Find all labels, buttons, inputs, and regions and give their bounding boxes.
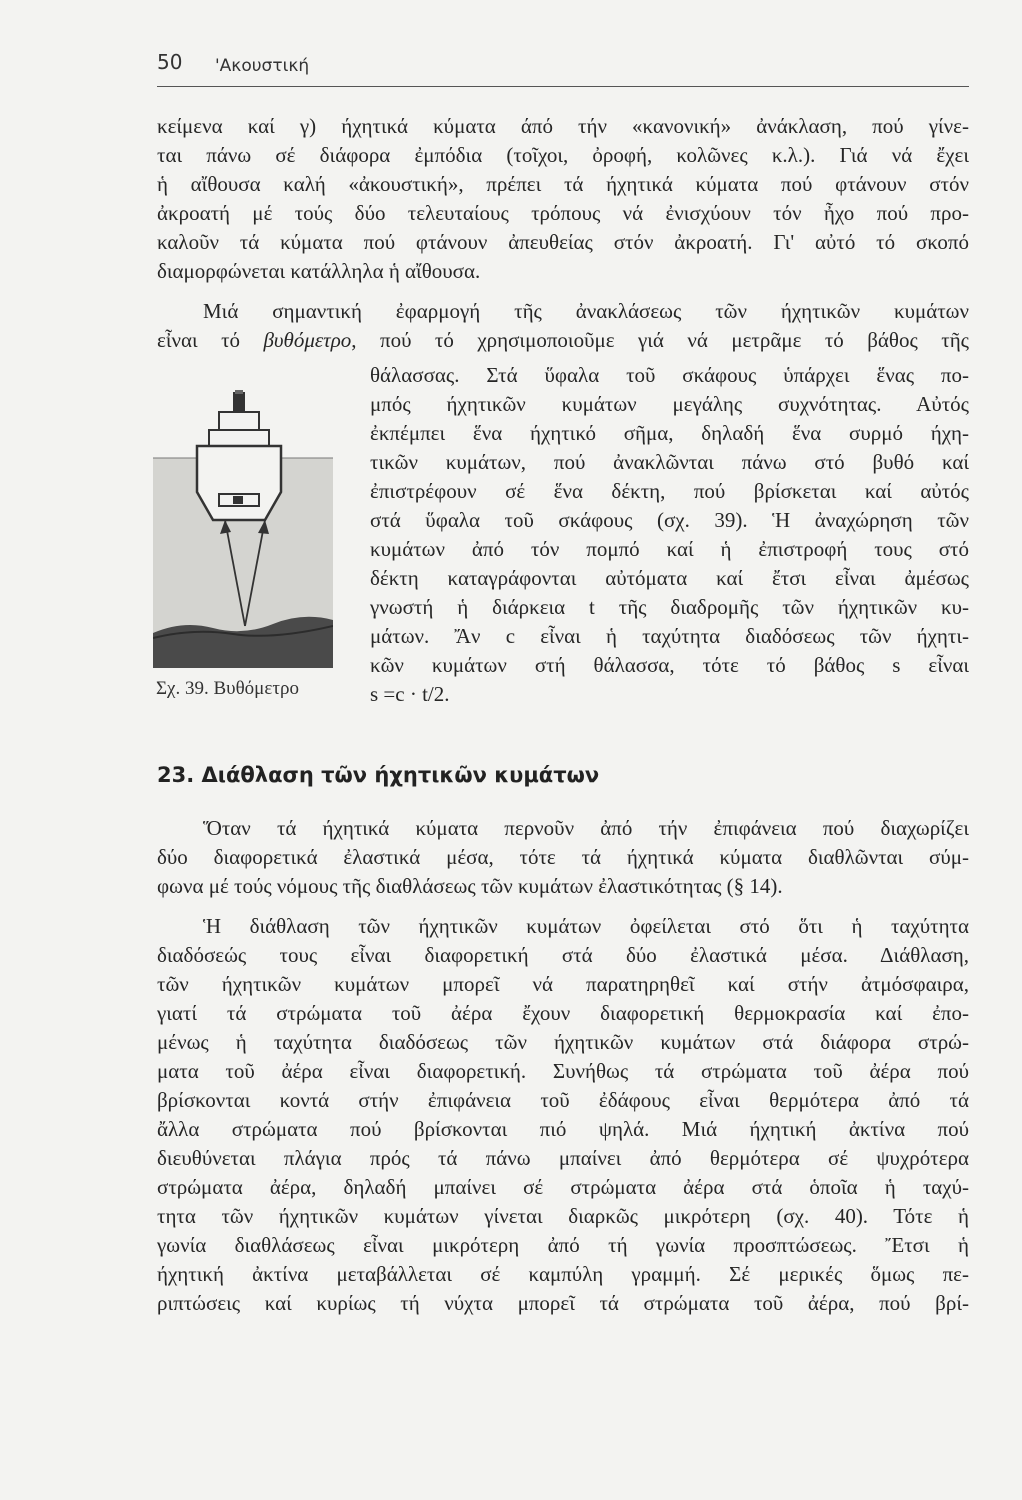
text-line: διευθύνεται πλάγια πρός τά πάνω μπαίνει ἀπό θερμότερα σέ ψυχρότερα	[157, 1146, 969, 1170]
text-line: ριπτώσεις καί κυρίως τή νύχτα μπορεῖ τά στρώματα τοῦ ἀέρα, πού βρί-	[157, 1291, 969, 1315]
text-line: ἡ αἴθουσα καλή «ἀκουστική», πρέπει τά ήχητικά κύματα πού φτάνουν στόν	[157, 172, 969, 196]
running-head: 'Ακουστική	[215, 56, 310, 76]
text-line: τικῶν κυμάτων, πού ἀνακλῶνται πάνω στό βυθό καί	[370, 450, 969, 474]
text-line: δύο διαφορετικά ἐλαστικά μέσα, τότε τά ήχητικά κύματα διαθλῶνται σύμ-	[157, 845, 969, 869]
page-number: 50	[157, 50, 183, 74]
depth-formula: s =c · t/2.	[370, 682, 450, 706]
figure-echo-sounder	[153, 388, 333, 668]
text-line: Ἡ διάθλαση τῶν ήχητικῶν κυμάτων ὀφείλεται στό ὅτι ἡ ταχύτητα	[203, 914, 969, 938]
text-line: κείμενα καί γ) ήχητικά κύματα άπό τήν «κανονική» ἀνάκλαση, πού γίνε-	[157, 114, 969, 138]
text-line: ἀκροατή μέ τούς δύο τελευταίους τρόπους νά ἐνισχύουν τόν ἦχο πού προ-	[157, 201, 969, 225]
paragraph-refraction-intro	[157, 814, 969, 901]
funnel	[233, 392, 245, 412]
term-echo-sounder: βυθόμετρο	[263, 328, 352, 352]
text-line: ἐπιστρέφουν σέ ἕνα δέκτη, πού βρίσκεται καί αὐτός	[370, 479, 969, 503]
ship-bridge	[219, 412, 259, 430]
text-line: κῶν κυμάτων στή θάλασσα, τότε τό βάθος s εἶναι	[370, 653, 969, 677]
text-line: βρίσκονται κοντά στήν ἐπιφάνεια τοῦ ἐδάφους εἶναι θερμότερα ἀπό τά	[157, 1088, 969, 1112]
text-line: Μιά σημαντική ἐφαρμογή τῆς ἀνακλάσεως τῶν ήχητικῶν κυμάτων	[203, 299, 969, 323]
section-heading: 23. Διάθλαση τῶν ήχητικῶν κυμάτων	[157, 763, 600, 787]
text-line: κυμάτων ἀπό τόν πομπό καί ἡ ἐπιστροφή τους στό	[370, 537, 969, 561]
text-line: γνωστή ἡ διάρκεια t τῆς διαδρομῆς τῶν ήχητικῶν κυ-	[370, 595, 969, 619]
text-line: ται πάνω σέ διάφορα ἐμπόδια (τοῖχοι, ὀροφή, κολῶνες κ.λ.). Γιά νά ἔχει	[157, 143, 969, 167]
text-line: ήχητική ἀκτίνα μεταβάλλεται σέ καμπύλη γραμμή. Σέ μερικές ὅμως πε-	[157, 1262, 969, 1286]
text-line: ἐκπέμπει ἕνα ήχητικό σῆμα, δηλαδή ἕνα συρμό ήχη-	[370, 421, 969, 445]
text-line: διαμορφώνεται κατάλληλα ἡ αἴθουσα.	[157, 259, 481, 283]
paragraph-refraction-body	[157, 912, 969, 1318]
text-line: γιατί τά στρώματα τοῦ ἀέρα ἔχουν διαφορετική θερμοκρασία καί ἐπο-	[157, 1001, 969, 1025]
paragraph-acoustics-hall	[157, 112, 969, 286]
text-line: ματα τοῦ ἀέρα εἶναι διαφορετική. Συνήθως τά στρώματα τοῦ ἀέρα πού	[157, 1059, 969, 1083]
page-header	[157, 46, 969, 87]
text-line: φωνα μέ τούς νόμους τῆς διαθλάσεως τῶν κυμάτων ἐλαστικότητας (§ 14).	[157, 874, 783, 898]
text-line: τῶν ήχητικῶν κυμάτων μπορεῖ νά παρατηρηθεῖ καί στήν ἀτμόσφαιρα,	[157, 972, 969, 996]
text-line: ἄλλα στρώματα πού βρίσκονται πιό ψηλά. Μιά ήχητική ἀκτίνα πού	[157, 1117, 969, 1141]
text-line: στά ὕφαλα τοῦ σκάφους (σχ. 39). Ἡ ἀναχώρηση τῶν	[370, 508, 969, 532]
paragraph-echo-sounder-intro	[157, 297, 969, 355]
text-line: δέκτη καταγράφονται αὐτόματα καί ἔτσι εἶναι ἀμέσως	[370, 566, 969, 590]
text-line: διαδόσεώς τους εἶναι διαφορετική στά δύο ἐλαστικά μέσα. Διάθλαση,	[157, 943, 969, 967]
text-line: στρώματα ἀέρα, δηλαδή μπαίνει σέ στρώματα ἀέρα στά ὁποῖα ἡ ταχύ-	[157, 1175, 969, 1199]
text-line: εἶναι τό βυθόμετρο, πού τό χρησιμοποιοῦμε γιά νά μετρᾶμε τό βάθος τῆς	[157, 328, 969, 352]
text-line: μάτων. Ἄν c εἶναι ἡ ταχύτητα διαδόσεως τῶν ήχητι-	[370, 624, 969, 648]
ship-deck	[209, 430, 269, 446]
text-line: μπός ήχητικῶν κυμάτων μεγάλης συχνότητας. Αὐτός	[370, 392, 969, 416]
echo-sounder-illustration	[153, 388, 333, 668]
text-line: καλοῦν τά κύματα πού φτάνουν ἀπευθείας στόν ἀκροατή. Γι' αὐτό τό σκοπό	[157, 230, 969, 254]
ship-hull	[197, 446, 281, 520]
text-line: θάλασσας. Στά ὕφαλα τοῦ σκάφους ὑπάρχει ἕνας πο-	[370, 363, 969, 387]
paragraph-echo-sounder-body	[370, 361, 969, 709]
text-line: Ὅταν τά ήχητικά κύματα περνοῦν ἀπό τήν ἐπιφάνεια πού διαχωρίζει	[203, 816, 969, 840]
text-line: τητα τῶν ήχητικῶν κυμάτων γίνεται διαρκῶς μικρότερη (σχ. 40). Τότε ἡ	[157, 1204, 969, 1228]
text-line: μένως ἡ ταχύτητα διαδόσεως τῶν ήχητικῶν κυμάτων στά διάφορα στρώ-	[157, 1030, 969, 1054]
text-line: γωνία διαθλάσεως εἶναι μικρότερη ἀπό τή γωνία προσπτώσεως. Ἔτσι ἡ	[157, 1233, 969, 1257]
figure-caption: Σχ. 39. Βυθόμετρο	[156, 678, 299, 699]
